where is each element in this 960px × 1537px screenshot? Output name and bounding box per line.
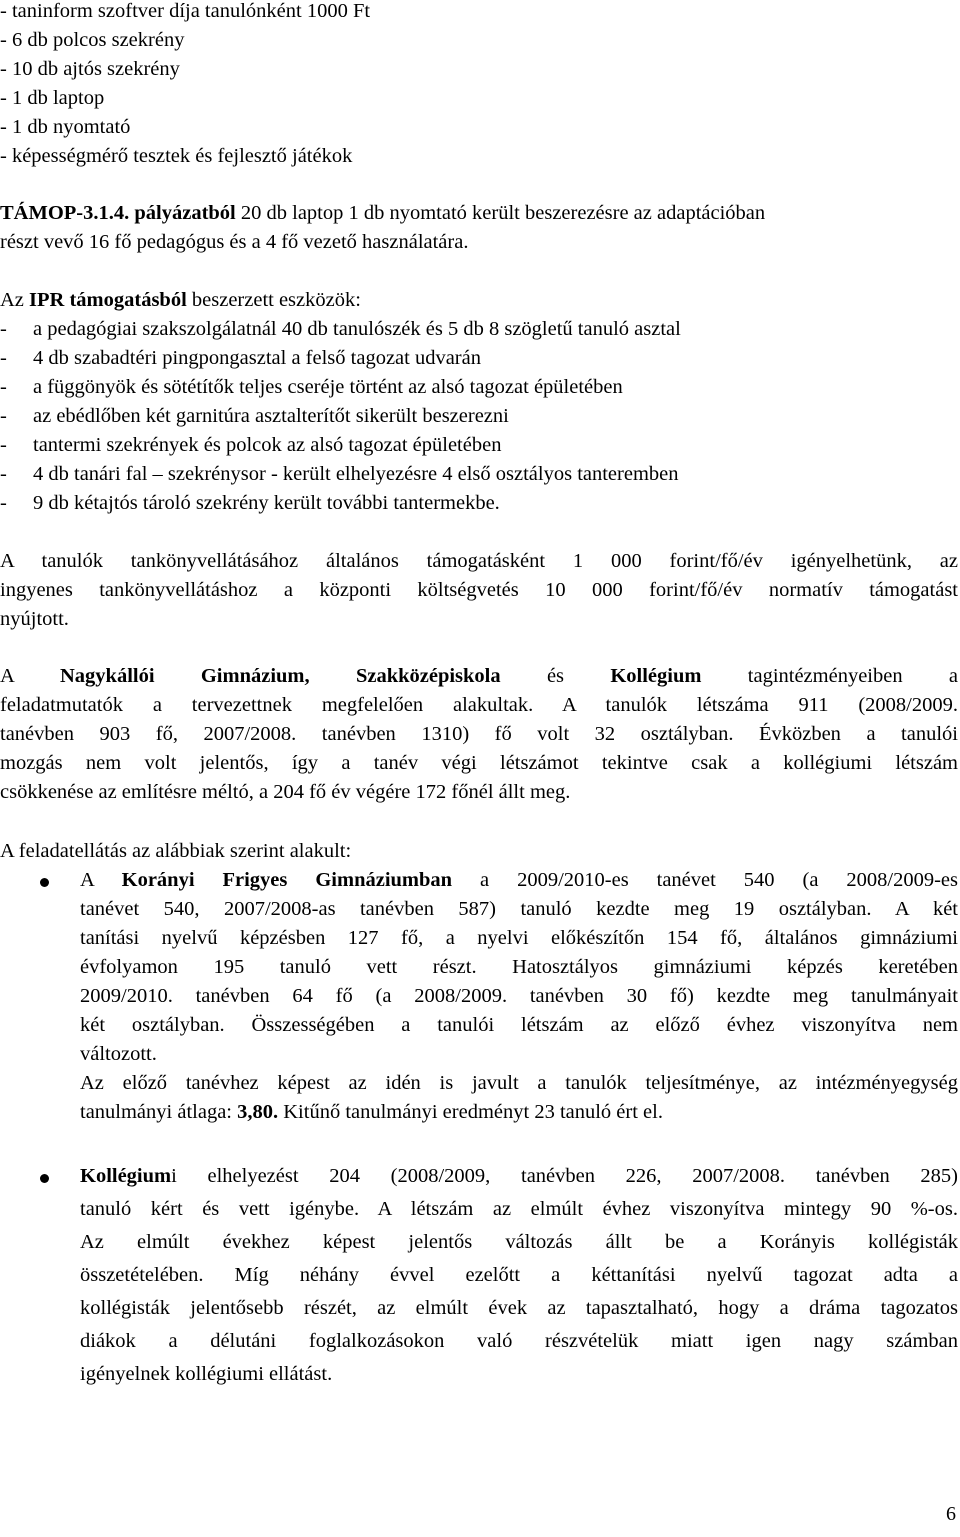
list-item: - 1 db nyomtató xyxy=(0,116,131,138)
list-item: - az ebédlőben két garnitúra asztalterítőt sikerült beszerezni xyxy=(0,405,509,427)
list-item: - 4 db tanári fal – szekrénysor - került elhelyezésre 4 első osztályos tanteremben xyxy=(0,463,679,485)
list-item: - 6 db polcos szekrény xyxy=(0,29,185,51)
list-item: - képességmérő tesztek és fejlesztő játékok xyxy=(0,145,353,167)
tamop-label: TÁMOP-3.1.4. pályázatból xyxy=(0,202,236,224)
bullet-item-koranyi: A Korányi Frigyes Gimnáziumban a 2009/2010-es tanévet 540 (a 2008/2009-es tanévet 540, 2007/2008-as tanévben 587) tanuló kezdte meg 19 osztályban. A két tanítási nyelvű képzésben 127 fő, a nyelvi előkészítőn 154 fő, általános gimnáziumi évfolyamon 195 tanuló vett részt. Hatosztályos gimnáziumi képzés keretében 2009/2010. tanévben 64 fő (a 2008/2009. tanévben 30 fő) kezdte meg tanulmányait két osztályban. Összességében a tanulói létszám az előző évhez viszonyítva nem változott. Az előző tanévhez képest az idén is javult a tanulók teljesítménye, az intézményegység tanulmányi átlaga: 3,80. Kitűnő tanulmányi eredményt 23 tanuló ért el. xyxy=(0,866,958,1127)
equipment-list xyxy=(0,0,958,171)
ipr-section: Az IPR támogatásból beszerzett eszközök: - a pedagógiai szakszolgálatnál 40 db tanulószék és 5 db 8 szögletű tanuló asztal - 4 db szabadtéri pingpongasztal a felső tagozat udvarán - a függönyök és sötétítők teljes cseréje történt az alsó tagozat épületében - az ebédlőben két garnitúra asztalterítőt sikerült beszerezni - tantermi szekrények és polcok az alsó tagozat épületében - 4 db tanári fal – szekrénysor - került elhelyezésre 4 első osztályos tanteremben - 9 db kétajtós tároló szekrény került további tantermekbe. xyxy=(0,286,958,518)
page-number: 6 xyxy=(946,1503,956,1525)
tamop-paragraph: TÁMOP-3.1.4. pályázatból 20 db laptop 1 db nyomtató került beszerezésre az adaptációban részt vevő 16 fő pedagógus és a 4 fő vezető használatára. xyxy=(0,202,766,253)
tasks-intro: A feladatellátás az alábbiak szerint alakult: xyxy=(0,840,352,862)
list-item: - taninform szoftver díja tanulónként 1000 Ft xyxy=(0,0,371,22)
textbook-paragraph: A tanulók tankönyvellátásához általános támogatásként 1 000 forint/fő/év igényelhetünk, az ingyenes tankönyvellátáshoz a központi költségvetés 10 000 forint/fő/év normatív támogatást nyújtott. xyxy=(0,550,958,630)
list-item: - tantermi szekrények és polcok az alsó tagozat épületében xyxy=(0,434,502,456)
bullet-item-kollegium: Kollégiumi elhelyezést 204 (2008/2009, tanévben 226, 2007/2008. tanévben 285) tanuló kért és vett igénybe. A létszám az elmúlt évhez viszonyítva mintegy 90 %-os. Az elmúlt évekhez képest jelentős változás állt be a Korányis kollégisták összetételében. Míg néhány évvel ezelőtt a kéttanítási nyelvű tagozat adta a kollégisták jelentősebb részét, az elmúlt évek az tapasztalható, hogy a dráma tagozatos diákok a délutáni foglalkozásokon való részvételük miatt igen nagy számban igényelnek kollégiumi ellátást. xyxy=(0,1160,958,1391)
list-item: - 9 db kétajtós tároló szekrény került további tantermekbe. xyxy=(0,492,500,514)
bullet-icon xyxy=(40,1174,49,1183)
bullet-list xyxy=(0,866,958,1391)
ipr-label: IPR támogatásból xyxy=(29,289,187,311)
list-item: - 1 db laptop xyxy=(0,87,105,109)
list-item: - a függönyök és sötétítők teljes cseréje történt az alsó tagozat épületében xyxy=(0,376,623,398)
list-item: - 10 db ajtós szekrény xyxy=(0,58,180,80)
bullet-icon xyxy=(40,878,49,887)
list-item: - a pedagógiai szakszolgálatnál 40 db tanulószék és 5 db 8 szögletű tanuló asztal xyxy=(0,318,681,340)
nagykallo-paragraph: A Nagykállói Gimnázium, Szakközépiskola és Kollégium tagintézményeiben a feladatmutatók a tervezettnek megfelelően alakultak. A tanulók létszáma 911 (2008/2009. tanévben 903 fő, 2007/2008. tanévben 1310) fő volt 32 osztályban. Évközben a tanulói mozgás nem volt jelentős, így a tanév végi létszámot tekintve csak a kollégiumi létszám csökkenése az említésre méltó, a 204 fő év végére 172 főnél állt meg. xyxy=(0,665,959,803)
list-item: - 4 db szabadtéri pingpongasztal a felső tagozat udvarán xyxy=(0,347,481,369)
